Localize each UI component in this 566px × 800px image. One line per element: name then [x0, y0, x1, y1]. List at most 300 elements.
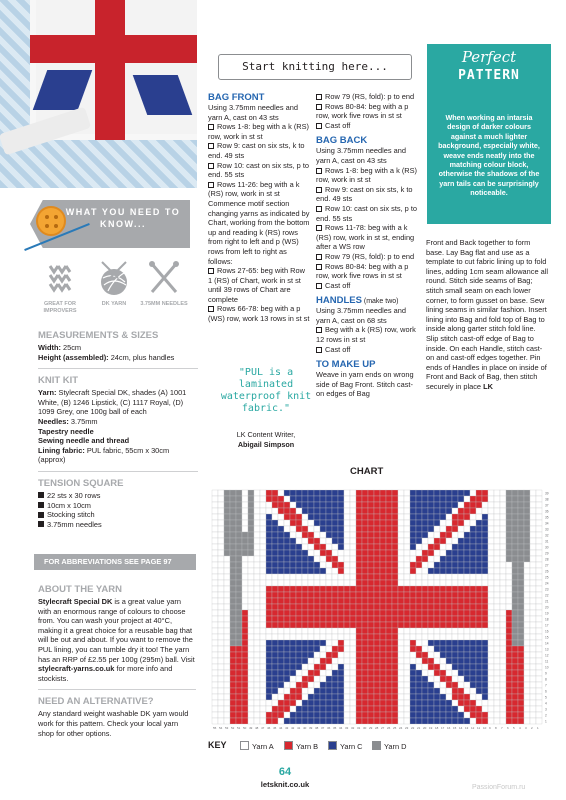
chart-cell	[272, 628, 278, 634]
chart-cell	[284, 622, 290, 628]
chart-cell	[272, 640, 278, 646]
chart-cell	[344, 688, 350, 694]
chart-cell	[386, 598, 392, 604]
chart-cell	[230, 688, 236, 694]
chart-cell	[392, 598, 398, 604]
chart-cell	[518, 616, 524, 622]
page-number: 64	[278, 766, 292, 778]
checkbox-icon[interactable]	[316, 168, 322, 174]
chart-cell	[482, 646, 488, 652]
chart-cell	[332, 580, 338, 586]
chart-cell	[494, 646, 500, 652]
chart-cell	[296, 502, 302, 508]
chart-cell	[512, 604, 518, 610]
chart-cell	[512, 718, 518, 724]
pull-quote: "PUL is a laminated waterproof knit fabric."	[220, 367, 312, 414]
chart-cell	[428, 508, 434, 514]
chart-cell	[452, 562, 458, 568]
chart-cell	[242, 622, 248, 628]
chart-cell	[464, 658, 470, 664]
chart-cell	[476, 670, 482, 676]
chart-cell	[236, 718, 242, 724]
chart-cell	[470, 508, 476, 514]
chart-cell	[434, 718, 440, 724]
chart-cell	[338, 670, 344, 676]
chart-cell	[386, 568, 392, 574]
chart-cell	[296, 610, 302, 616]
chart-cell	[494, 550, 500, 556]
chart-cell	[500, 556, 506, 562]
chart-cell	[218, 502, 224, 508]
chart-col-number: 40	[303, 726, 307, 730]
chart-cell	[464, 646, 470, 652]
chart-cell	[446, 652, 452, 658]
chart-cell	[344, 682, 350, 688]
chart-cell	[506, 532, 512, 538]
chart-cell	[470, 592, 476, 598]
chart-cell	[368, 682, 374, 688]
chart-cell	[224, 670, 230, 676]
chart-cell	[224, 526, 230, 532]
chart-cell	[266, 502, 272, 508]
chart-cell	[278, 538, 284, 544]
chart-cell	[314, 496, 320, 502]
chart-cell	[284, 574, 290, 580]
stylecraft-link[interactable]: stylecraft-yarns.co.uk	[38, 664, 115, 674]
chart-cell	[320, 706, 326, 712]
chart-cell	[464, 520, 470, 526]
chart-cell	[440, 574, 446, 580]
chart-cell	[512, 700, 518, 706]
chart-cell	[416, 580, 422, 586]
chart-cell	[224, 532, 230, 538]
chart-cell	[320, 676, 326, 682]
chart-cell	[290, 604, 296, 610]
chart-cell	[410, 700, 416, 706]
chart-cell	[488, 682, 494, 688]
chart-cell	[452, 688, 458, 694]
chart-cell	[434, 574, 440, 580]
chart-cell	[440, 682, 446, 688]
chart-cell	[530, 706, 536, 712]
chart-cell	[362, 634, 368, 640]
chart-cell	[446, 616, 452, 622]
chart-cell	[296, 646, 302, 652]
checkbox-icon[interactable]	[316, 94, 322, 100]
chart-cell	[488, 514, 494, 520]
chart-cell	[404, 538, 410, 544]
chart-cell	[464, 592, 470, 598]
chart-cell	[284, 490, 290, 496]
chart-cell	[410, 718, 416, 724]
chart-cell	[398, 694, 404, 700]
chart-cell	[512, 586, 518, 592]
chart-cell	[362, 646, 368, 652]
chart-cell	[248, 622, 254, 628]
chart-cell	[422, 544, 428, 550]
chart-cell	[524, 562, 530, 568]
chart-cell	[338, 694, 344, 700]
chart-cell	[500, 628, 506, 634]
chart-cell	[410, 568, 416, 574]
chart-cell	[440, 610, 446, 616]
chart-cell	[374, 640, 380, 646]
chart-cell	[212, 718, 218, 724]
checkbox-icon[interactable]	[316, 254, 322, 260]
chart-cell	[224, 688, 230, 694]
chart-cell	[506, 490, 512, 496]
chart-cell	[404, 592, 410, 598]
chart-cell	[380, 586, 386, 592]
chart-cell	[314, 712, 320, 718]
chart-cell	[332, 532, 338, 538]
chart-cell	[536, 622, 542, 628]
chart-cell	[524, 682, 530, 688]
chart-cell	[404, 646, 410, 652]
chart-cell	[326, 664, 332, 670]
chart-cell	[260, 580, 266, 586]
chart-cell	[230, 622, 236, 628]
chart-cell	[440, 622, 446, 628]
chart-cell	[242, 694, 248, 700]
chart-cell	[512, 568, 518, 574]
chart-cell	[524, 520, 530, 526]
chart-cell	[440, 526, 446, 532]
chart-cell	[296, 652, 302, 658]
chart-cell	[266, 634, 272, 640]
checkbox-icon[interactable]	[316, 123, 322, 129]
chart-cell	[422, 526, 428, 532]
chart-cell	[500, 712, 506, 718]
chart-cell	[416, 670, 422, 676]
chart-cell	[284, 706, 290, 712]
chart-cell	[422, 664, 428, 670]
chart-cell	[242, 550, 248, 556]
chart-cell	[260, 574, 266, 580]
chart-cell	[326, 502, 332, 508]
chart-cell	[320, 616, 326, 622]
chart-cell	[482, 550, 488, 556]
chart-cell	[284, 718, 290, 724]
chart-cell	[224, 700, 230, 706]
checkbox-icon[interactable]	[316, 206, 322, 212]
chart-cell	[284, 610, 290, 616]
chart-cell	[470, 502, 476, 508]
chart-cell	[416, 718, 422, 724]
checkbox-icon[interactable]	[316, 327, 322, 333]
chart-cell	[434, 664, 440, 670]
chart-cell	[404, 586, 410, 592]
chart-cell	[266, 640, 272, 646]
make-up-heading: TO MAKE UP	[316, 359, 376, 371]
chart-cell	[506, 508, 512, 514]
chart-cell	[380, 634, 386, 640]
chart-cell	[392, 532, 398, 538]
chart-cell	[326, 652, 332, 658]
chart-cell	[290, 574, 296, 580]
chart-cell	[284, 640, 290, 646]
chart-cell	[518, 652, 524, 658]
chart-cell	[464, 718, 470, 724]
chart-cell	[332, 502, 338, 508]
chart-cell	[332, 592, 338, 598]
chart-cell	[272, 652, 278, 658]
chart-col-number: 51	[237, 726, 241, 730]
chart-cell	[398, 652, 404, 658]
chart-cell	[440, 490, 446, 496]
chart-cell	[434, 712, 440, 718]
chart-cell	[278, 580, 284, 586]
chart-cell	[494, 634, 500, 640]
chart-cell	[350, 622, 356, 628]
chart-cell	[404, 562, 410, 568]
chart-cell	[404, 604, 410, 610]
chart-cell	[392, 490, 398, 496]
chart-cell	[440, 562, 446, 568]
chart-cell	[446, 544, 452, 550]
chart-cell	[320, 580, 326, 586]
chart-cell	[242, 580, 248, 586]
chart-cell	[230, 610, 236, 616]
chart-cell	[302, 628, 308, 634]
chart-cell	[278, 544, 284, 550]
chart-cell	[332, 670, 338, 676]
chart-col-number: 35	[333, 726, 337, 730]
chart-cell	[482, 628, 488, 634]
chart-cell	[476, 700, 482, 706]
start-knitting-header: Start knitting here...	[218, 54, 412, 80]
chart-cell	[308, 688, 314, 694]
chart-cell	[530, 694, 536, 700]
chart-cell	[362, 712, 368, 718]
chart-cell	[212, 580, 218, 586]
chart-cell	[314, 532, 320, 538]
chart-cell	[374, 586, 380, 592]
chart-cell	[476, 634, 482, 640]
chart-cell	[452, 706, 458, 712]
chart-cell	[512, 496, 518, 502]
chart-cell	[356, 514, 362, 520]
chart-cell	[380, 682, 386, 688]
chart-cell	[404, 652, 410, 658]
chart-cell	[236, 592, 242, 598]
chart-cell	[392, 610, 398, 616]
chart-cell	[512, 610, 518, 616]
chart-cell	[272, 580, 278, 586]
chart-cell	[278, 556, 284, 562]
chart-cell	[494, 670, 500, 676]
chart-cell	[482, 718, 488, 724]
chart-cell	[494, 718, 500, 724]
chart-cell	[536, 718, 542, 724]
chart-cell	[290, 670, 296, 676]
checkbox-icon[interactable]	[316, 347, 322, 353]
chart-cell	[458, 574, 464, 580]
chart-cell	[404, 580, 410, 586]
chart-cell	[500, 508, 506, 514]
chart-cell	[272, 670, 278, 676]
chart-cell	[446, 664, 452, 670]
chart-cell	[440, 556, 446, 562]
chart-cell	[512, 664, 518, 670]
chart-cell	[518, 592, 524, 598]
chart-cell	[374, 502, 380, 508]
chart-cell	[386, 682, 392, 688]
chart-cell	[482, 538, 488, 544]
chart-cell	[248, 700, 254, 706]
chart-cell	[290, 676, 296, 682]
chart-cell	[320, 502, 326, 508]
chart-cell	[254, 646, 260, 652]
chart-cell	[476, 628, 482, 634]
chart-cell	[458, 622, 464, 628]
chart-cell	[398, 592, 404, 598]
chart-cell	[488, 592, 494, 598]
chart-cell	[458, 496, 464, 502]
chart-cell	[470, 610, 476, 616]
chart-cell	[476, 706, 482, 712]
chart-cell	[326, 592, 332, 598]
chart-col-number: 15	[453, 726, 457, 730]
chart-row-number: 35	[545, 515, 549, 520]
checkbox-icon[interactable]	[316, 225, 322, 231]
chart-cell	[374, 490, 380, 496]
improvers-label: GREAT FOR IMPROVERS	[43, 301, 77, 314]
chart-cell	[236, 670, 242, 676]
checkbox-icon[interactable]	[316, 187, 322, 193]
chart-cell	[266, 562, 272, 568]
chart-cell	[512, 676, 518, 682]
chart-cell	[344, 634, 350, 640]
chart-cell	[518, 598, 524, 604]
chart-col-number: 45	[273, 726, 277, 730]
chart-cell	[494, 712, 500, 718]
chart-cell	[512, 652, 518, 658]
chart-cell	[440, 664, 446, 670]
chart-cell	[410, 664, 416, 670]
chart-cell	[266, 526, 272, 532]
chart-cell	[404, 610, 410, 616]
chart-cell	[338, 604, 344, 610]
chart-cell	[446, 658, 452, 664]
chart-cell	[458, 652, 464, 658]
chart-cell	[518, 688, 524, 694]
chart-cell	[476, 694, 482, 700]
chart-cell	[224, 712, 230, 718]
chart-cell	[482, 526, 488, 532]
chart-cell	[230, 490, 236, 496]
chart-cell	[458, 586, 464, 592]
checkbox-icon[interactable]	[208, 163, 214, 169]
chart-cell	[350, 670, 356, 676]
chart-cell	[530, 586, 536, 592]
chart-cell	[302, 682, 308, 688]
chart-cell	[254, 580, 260, 586]
chart-cell	[326, 688, 332, 694]
chart-cell	[212, 520, 218, 526]
checkbox-icon[interactable]	[316, 104, 322, 110]
chart-cell	[284, 694, 290, 700]
chart-cell	[392, 568, 398, 574]
chart-cell	[344, 592, 350, 598]
chart-cell	[470, 688, 476, 694]
checkbox-icon[interactable]	[208, 268, 214, 274]
chart-cell	[284, 598, 290, 604]
chart-cell	[314, 640, 320, 646]
chart-cell	[296, 688, 302, 694]
chart-cell	[464, 616, 470, 622]
chart-cell	[314, 592, 320, 598]
chart-cell	[242, 640, 248, 646]
chart-cell	[326, 538, 332, 544]
chart-cell	[428, 658, 434, 664]
chart-cell	[536, 502, 542, 508]
chart-cell	[464, 706, 470, 712]
chart-cell	[464, 712, 470, 718]
chart-cell	[482, 694, 488, 700]
checkbox-icon[interactable]	[208, 124, 214, 130]
bag-back-section: Row 79 (RS, fold): p to end Rows 80-84: beg with a p row, work five rows in st st Cast off BAG BACK Using 3.75mm needles and yarn A, cast on 43 sts Rows 1-8: beg with a k (RS) row, work in st st Row 9: cast on six sts, k to end. 49 sts Row 10: cast on six sts, p to end. 55 sts Rows 11-78: beg with a k (RS) row, work in st st, ending after a WS row Row 79 (RS, fold): p to end Rows 80-84: beg with a p row, work five rows in st st Cast off HANDLES (make two) Using 3.75mm needles and yarn A, cast on 68 sts Beg with a k (RS) row, work 12 rows in st st Cast off TO MAKE UP Weave in yarn ends on wrong side of Bag Front. Stitch cast-on edges of Bag	[316, 92, 418, 399]
chart-cell	[446, 640, 452, 646]
chart-cell	[284, 658, 290, 664]
chart-cell	[398, 634, 404, 640]
chart-cell	[218, 586, 224, 592]
chart-cell	[494, 586, 500, 592]
chart-cell	[518, 610, 524, 616]
chart-cell	[500, 718, 506, 724]
chart-cell	[404, 664, 410, 670]
chart-cell	[308, 532, 314, 538]
site-url[interactable]: letsknit.co.uk	[260, 780, 310, 789]
checkbox-icon[interactable]	[316, 264, 322, 270]
chart-cell	[212, 604, 218, 610]
chart-cell	[476, 532, 482, 538]
chart-col-number: 1	[537, 726, 539, 730]
chart-cell	[374, 616, 380, 622]
chart-cell	[434, 514, 440, 520]
chart-cell	[254, 634, 260, 640]
chart-cell	[290, 682, 296, 688]
chart-cell	[452, 634, 458, 640]
chart-cell	[380, 490, 386, 496]
chart-cell	[284, 508, 290, 514]
checkbox-icon[interactable]	[208, 306, 214, 312]
chart-cell	[428, 532, 434, 538]
chart-cell	[386, 640, 392, 646]
chart-row-number: 30	[545, 545, 549, 550]
chart-cell	[362, 586, 368, 592]
chart-cell	[320, 640, 326, 646]
chart-cell	[428, 520, 434, 526]
chart-cell	[260, 616, 266, 622]
checkbox-icon[interactable]	[316, 283, 322, 289]
checkbox-icon[interactable]	[208, 182, 214, 188]
chart-cell	[284, 712, 290, 718]
chart-cell	[518, 520, 524, 526]
chart-cell	[494, 616, 500, 622]
chart-cell	[392, 706, 398, 712]
chart-cell	[344, 562, 350, 568]
chart-cell	[374, 646, 380, 652]
chart-cell	[368, 604, 374, 610]
chart-cell	[278, 700, 284, 706]
chart-cell	[284, 670, 290, 676]
chart-cell	[512, 646, 518, 652]
chart-cell	[380, 664, 386, 670]
chart-cell	[212, 538, 218, 544]
checkbox-icon[interactable]	[208, 143, 214, 149]
chart-cell	[272, 664, 278, 670]
